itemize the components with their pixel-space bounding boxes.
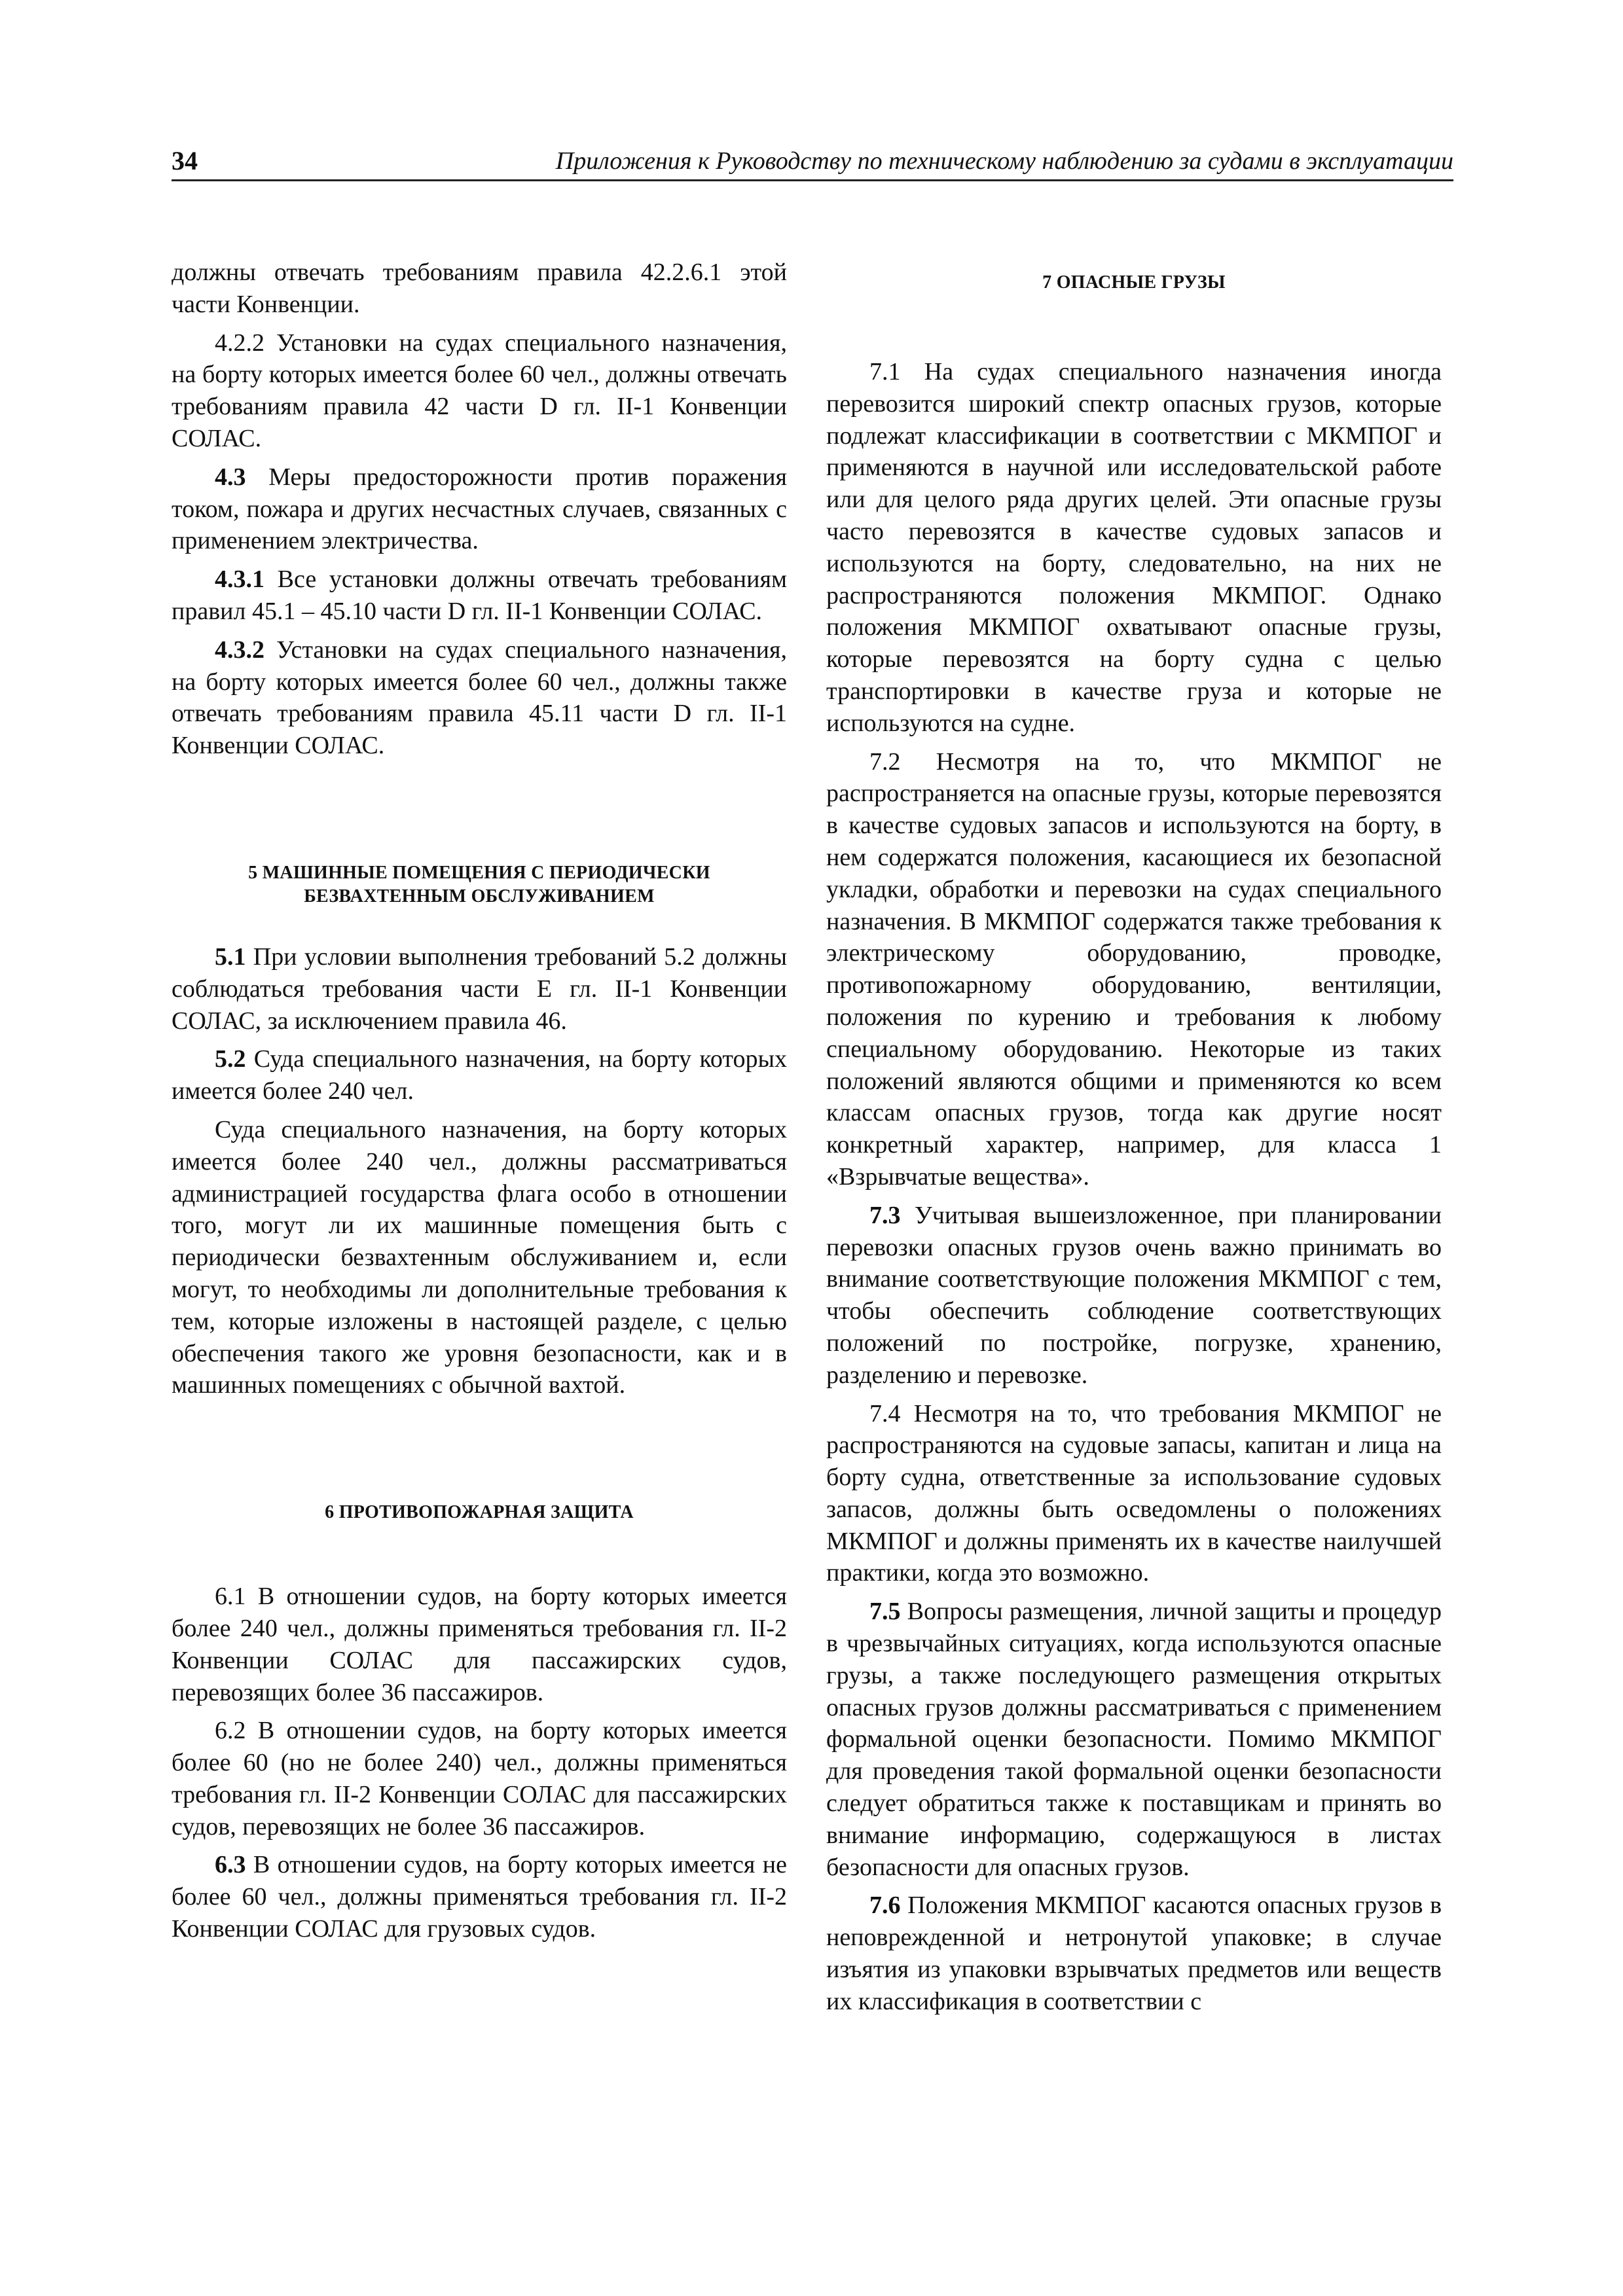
left-column bbox=[172, 257, 787, 1945]
page-number: 34 bbox=[172, 146, 198, 175]
paragraph-7-5: 7.5 Вопросы размещения, личной защиты и процедур в чрезвычайных ситуациях, когда используются опасные грузы, а также последующего размещения открытых опасных грузов должны рассматриваться с применением формальной оценки безопасности. Помимо МКМПОГ для проведения такой формальной оценки безопасности следует обратиться также к поставщикам и принять во внимание информацию, содержащуюся в листах безопасности для опасных грузов. bbox=[826, 1598, 1442, 1881]
paragraph-7-6: 7.6 Положения МКМПОГ касаются опасных грузов в неповрежденной и нетронутой упаковке; в случае изъятия из упаковки взрывчатых предметов или веществ их классификация в соответствии с bbox=[826, 1892, 1442, 2015]
paragraph-4-3: 4.3 Меры предосторожности против поражения током, пожара и других несчастных случаев, связанных с применением электричества. bbox=[172, 463, 788, 555]
paragraph: Суда специального назначения, на борту которых имеется более 240 чел., должны рассматриваться администрацией государства флага особо в отношении того, могут ли их машинные помещения быть с периодически безвахтенным обслуживанием и, если могут, то необходимы ли дополнительные требования к тем, которые изложены в настоящей разделе, с целью обеспечения такого же уровня безопасности, как и в машинных помещениях с обычной вахтой. bbox=[172, 1115, 787, 1399]
paragraph-5-2: 5.2 Суда специального назначения, на борту которых имеется более 240 чел. bbox=[172, 1045, 788, 1105]
clause-number: 4.3.1 bbox=[215, 565, 264, 594]
clause-number: 7.4 bbox=[869, 1399, 901, 1427]
running-title: Приложения к Руководству по техническому наблюдению за судами в эксплуатации bbox=[555, 147, 1453, 175]
clause-number: 7.3 bbox=[869, 1201, 901, 1229]
clause-number: 5.2 bbox=[215, 1045, 246, 1073]
clause-number: 6.2 bbox=[215, 1717, 246, 1745]
paragraph-7-3: 7.3 Учитывая вышеизложенное, при планировании перевозки опасных грузов очень важно принимать во внимание соответствующие положения МКМПОГ с тем, чтобы обеспечить соблюдение соответствующих положений по постройке, погрузке, хранению, разделению и перевозке. bbox=[826, 1201, 1442, 1389]
paragraph-4-3-2: 4.3.2 Установки на судах специального назначения, на борту которых имеется более 60 чел., должны также отвечать требованиям правила 45.11 части D гл. II-1 Конвенции СОЛАС. bbox=[172, 636, 788, 760]
paragraph-7-2: 7.2 Несмотря на то, что МКМПОГ не распространяется на опасные грузы, которые перевозятся в качестве судовых запасов и используются на борту, в нем содержатся положения, касающиеся их безопасной укладки, обработки и перевозки на судах специального назначения. В МКМПОГ содержатся также требования к электрическому оборудованию, проводке, противопожарному оборудованию, вентиляции, положения по курению и требования к любому специальному оборудованию. Некоторые из таких положений являются общими и применяются ко всем классам опасных грузов, тогда как другие носят конкретный характер, например, для класса 1 «Взрывчатые вещества». bbox=[826, 747, 1442, 1191]
page-header bbox=[172, 145, 1453, 181]
clause-number: 4.3 bbox=[215, 463, 246, 491]
section-heading-7: 7 ОПАСНЫЕ ГРУЗЫ bbox=[1042, 272, 1226, 293]
clause-number: 7.1 bbox=[869, 358, 901, 386]
section-heading-6: 6 ПРОТИВОПОЖАРНАЯ ЗАЩИТА bbox=[325, 1502, 634, 1523]
clause-number: 7.6 bbox=[869, 1892, 901, 1920]
paragraph-4-3-1: 4.3.1 Все установки должны отвечать требованиям правил 45.1 – 45.10 части D гл. II-1 Конвенции СОЛАС. bbox=[172, 565, 787, 625]
paragraph-5-1: 5.1 При условии выполнения требований 5.2 должны соблюдаться требования части E гл. II-1 Конвенции СОЛАС, за исключением правила 46. bbox=[172, 942, 787, 1035]
paragraph-7-1: 7.1 На судах специального назначения иногда перевозится широкий спектр опасных грузов, которые подлежат классификации в соответствии с МКМПОГ и применяются в научной или исследовательской работе или для целого ряда других целей. Эти опасные грузы часто перевозятся в качестве судовых запасов и используются на борту, следовательно, на них не распространяются положения МКМПОГ. Однако положения МКМПОГ охватывают опасные грузы, которые перевозятся на борту судна с целью транспортировки в качестве груза и которые не используются на судне. bbox=[826, 358, 1442, 737]
section-heading-5: 5 МАШИННЫЕ ПОМЕЩЕНИЯ С ПЕРИОДИЧЕСКИ БЕЗВАХТЕННЫМ ОБСЛУЖИВАНИЕМ bbox=[248, 862, 710, 906]
clause-number: 4.2.2 bbox=[215, 329, 264, 357]
paragraph-7-4: 7.4 Несмотря на то, что требования МКМПОГ не распространяются на судовые запасы, капитан и лица на борту судна, ответственные за использование судовых запасов, должны быть осведомлены о положениях МКМПОГ и должны применять их в качестве наилучшей практики, когда это возможно. bbox=[826, 1399, 1442, 1587]
clause-number: 7.2 bbox=[869, 747, 901, 776]
clause-number: 7.5 bbox=[869, 1598, 901, 1626]
paragraph-4-2-2: 4.2.2 Установки на судах специального назначения, на борту которых имеется более 60 чел., должны отвечать требованиям правила 42 части D гл. II-1 Конвенции СОЛАС. bbox=[172, 329, 788, 452]
paragraph-6-1: 6.1 В отношении судов, на борту которых имеется более 240 чел., должны применяться требования гл. II-2 Конвенции СОЛАС для пассажирских судов, перевозящих более 36 пассажиров. bbox=[172, 1583, 787, 1706]
paragraph: должны отвечать требованиям правила 42.2.6.1 этой части Конвенции. bbox=[172, 259, 787, 318]
clause-number: 5.1 bbox=[215, 942, 246, 971]
right-column bbox=[826, 257, 1442, 2018]
paragraph-6-3: 6.3 В отношении судов, на борту которых имеется не более 60 чел., должны применяться требования гл. II-2 Конвенции СОЛАС для грузовых судов. bbox=[172, 1851, 788, 1943]
clause-number: 6.1 bbox=[215, 1583, 246, 1611]
clause-number: 4.3.2 bbox=[215, 636, 264, 664]
paragraph-6-2: 6.2 В отношении судов, на борту которых имеется более 60 (но не более 240) чел., должны применяться требования гл. II-2 Конвенции СОЛАС для пассажирских судов, перевозящих не более 36 пассажиров. bbox=[172, 1717, 787, 1840]
clause-number: 6.3 bbox=[215, 1851, 246, 1879]
